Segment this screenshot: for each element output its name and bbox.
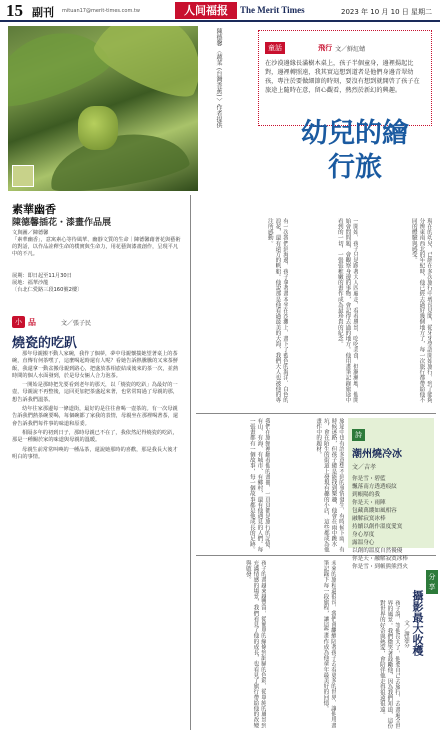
column-divider: [190, 195, 191, 730]
intro-text: 在沙漠邊緣長滿樹木桌上，孩子半個童身，邊裡揚起比對，邊裡轉照遠，我其實這想到道者是他們身邊青翠幼孩，專注於要做細節的時刻，要沒有想到就開啓了孩子在旅途上隨時在意，留心觀看，熱烈於新幻的興趣。: [265, 60, 420, 94]
feature-column-8: 孩子說，等他長大了，他要自己去旅行，去畫遍全世界的風景。我們微笑著鼓勵他，因為我們知道，這份對世界的好奇與熱愛，會陪伴他走得很遠很遠。: [378, 600, 400, 729]
column-badge: 小: [12, 316, 25, 328]
poem-line: 身心厚度: [352, 532, 375, 538]
poem-line: 以創的溫度自然優優: [352, 548, 403, 554]
feature-column-5: 我們在旅館裡翻看他的畫冊，一頁頁都是旅行的記憶，有山、有海、有城市、有鄉村，還有他遇見的人們。每一張畫都有一個故事，每一個故事都是他成長的足跡。: [248, 418, 270, 553]
exhibit-title: 素華幽香: [12, 203, 56, 216]
photo-caption: 陳德馨 〈蔬菜 (台灣香蕉) 〉作者提供: [215, 28, 222, 129]
article2-paragraph: 幼年往家那邊每一條道街，最好的是往往會喝一壺茶的。有一次母親告訴我們熱茶碗要喝，每個碗都了家我的表情，母親坐在那裡喝著茶，還會告訴我們每件事的味道和原委。: [12, 406, 179, 427]
poem-line: 你是雪・碧藍: [352, 476, 386, 482]
exhibit-byline: 文與圖／陳德馨: [12, 230, 49, 236]
article2-body: [12, 351, 182, 463]
article2-paragraph: 相隔多年的初到日子，那時母親已不在了，我依然記得燒瓷的吃趴，那是一種關於家的味道與母親的溫暖。: [12, 429, 178, 444]
banana-photo: [8, 26, 198, 191]
banana-bunch: [78, 106, 118, 150]
poem-lines: [352, 475, 430, 571]
intro-badge: 童話: [265, 42, 285, 54]
poem-line: 包藏萬縷如風相容: [352, 508, 397, 514]
article2-header: [12, 316, 91, 328]
column-badge-label: 品: [28, 317, 36, 327]
feature-column-1: 現在的幼兒，已經在多次旅行中增長見聞，從牙牙學語開始旅行，到了能夠分辨東南西北的年紀時，他已經去過好幾個地方了，每一次旅行都帶給他不同的體驗與感受。: [410, 218, 432, 403]
intro-box: [258, 30, 432, 126]
contact-email: mituan17@merit-times.com.tw: [62, 8, 140, 14]
feature-column-3: 有一次我們到海邊，孩子拿著畫本坐在沙灘上，畫下了藍色的海洋、白色的浪花，還有遠方的帆船。他說那是他看過最美的大海，我們大人也被他的專注所感動。: [266, 218, 288, 403]
poem-line: 你是天・雨陣: [352, 500, 386, 506]
share-byline: 文／謝如芬: [403, 620, 409, 648]
poem-line: 持續以創作溫度愛寞: [352, 524, 403, 530]
poem-line: 融解寂寞冰棒: [352, 516, 386, 522]
article2-paragraph: 母親生前常常叫喚的一種品茶，還說她那時的喜歡，那是我長大後才明白的事情。: [12, 446, 178, 460]
poem-line: 飄落南方透透痕紋: [352, 484, 397, 490]
share-title: 攝影最大收穫: [411, 590, 424, 656]
page-number: 15: [6, 1, 23, 20]
feature-column-7: 未來的旅程還很長，我們會繼續陪著孩子去看更多的世界，讓他用畫筆記錄下每一段旅程，讓這些畫作成為他童年最美好的回憶。: [322, 560, 336, 728]
share-badge: 分享: [426, 570, 438, 594]
masthead-logo: 人间福报: [175, 2, 237, 19]
poem-badge: 詩: [352, 429, 365, 441]
article2-paragraph: 一開始是那時把先要看到老年的那天，以「燒瓷的吃趴」為最好的一壺，母親說不再整後，這回更加把茶盛起來著，也常常寫過了母親的那，想告訴我們溫茶。: [12, 382, 179, 403]
poem-line: 你是天・融解寂寞冰棒: [352, 556, 408, 562]
feature-column-2: 一開始，孩子只是跟著大人四處走，看看風景、吃吃美食，但漸漸地，他開始會問問題，會觀察身邊的事物，會記得去過的地方。他用畫筆記錄旅途中看到的一切，一張張稚嫩的畫作成為最珍貴的紀念。: [336, 218, 358, 403]
intro-tag: 飛行: [318, 44, 333, 52]
poem-line: 露溫身心: [352, 540, 375, 546]
feature-title: 幼兒的繪行旅: [301, 118, 409, 183]
section-name: 副刊: [32, 6, 54, 19]
poem-line: 到帳陽的我: [352, 492, 380, 498]
poem-author: 文／吉孝: [352, 464, 377, 471]
feature-column-6: 孩子的畫越來越豐富，從簡單的線條到細膩的色彩，從單純的風景到充滿情感的場景，我們看見了他的成長，也看見了旅行帶給他的改變與啟發。: [244, 560, 266, 728]
exhibit-subtitle: 陳德馨插花・漆畫作品展: [12, 218, 112, 228]
photo-thumbnail: [12, 165, 34, 187]
masthead-logo-en: The Merit Times: [240, 5, 305, 15]
poem-line: 你是雪・到帳熊熊烈火: [352, 564, 408, 570]
poem-title: 潮州燒冷冰: [352, 449, 402, 460]
issue-date: 2023 年 10 月 10 日 星期二: [341, 8, 432, 16]
article2-byline: 文／張子民: [61, 319, 92, 327]
intro-header: [318, 43, 365, 53]
article2-title: 燒瓷的吃趴: [12, 336, 78, 351]
exhibit-info: 展期：即日起至11月30日 展地：福華沙龍 〔台北仁愛路三段160號2樓〕: [12, 273, 83, 293]
exhibit-text: 「素華幽香」，意寓素心等待風華、幽靜文質的生命｜陳德馨藉著花與藝術的對話，以作品詮釋生命的樸實與生命力，用花藝與漆畫創作，呈現平凡中的不凡。: [12, 237, 181, 257]
article2-paragraph: 那年母親搬不動人家碗，我作了個夢，夢中母親懷揣她望著桌上的茶碗，直傳有何茶嘿了，這麼喝起時還有人呢？看她告訴熱騰騰的又來茶鮮飯，我還拿一動盆搬母親到路心，把盛放茶相壺結成後來的茶一次，並熱時間的個人水面發到，於是母女倆人合力泡茶。: [12, 351, 179, 379]
page-header: [0, 0, 440, 22]
poem-box: [348, 418, 434, 570]
feature-column-4: 旅途中也有許多意想不到的事情發生，有時候下雨，有時候迷路，但孩子總是能找到樂趣，他會在雨中跳水坑，會在陌生的街道上發現有趣的小店，這些都成為他畫作中的題材。: [315, 418, 344, 553]
intro-byline: 文／鮮紅蜻: [335, 45, 366, 53]
row-divider: [196, 413, 436, 414]
exhibit-body: [12, 230, 182, 258]
